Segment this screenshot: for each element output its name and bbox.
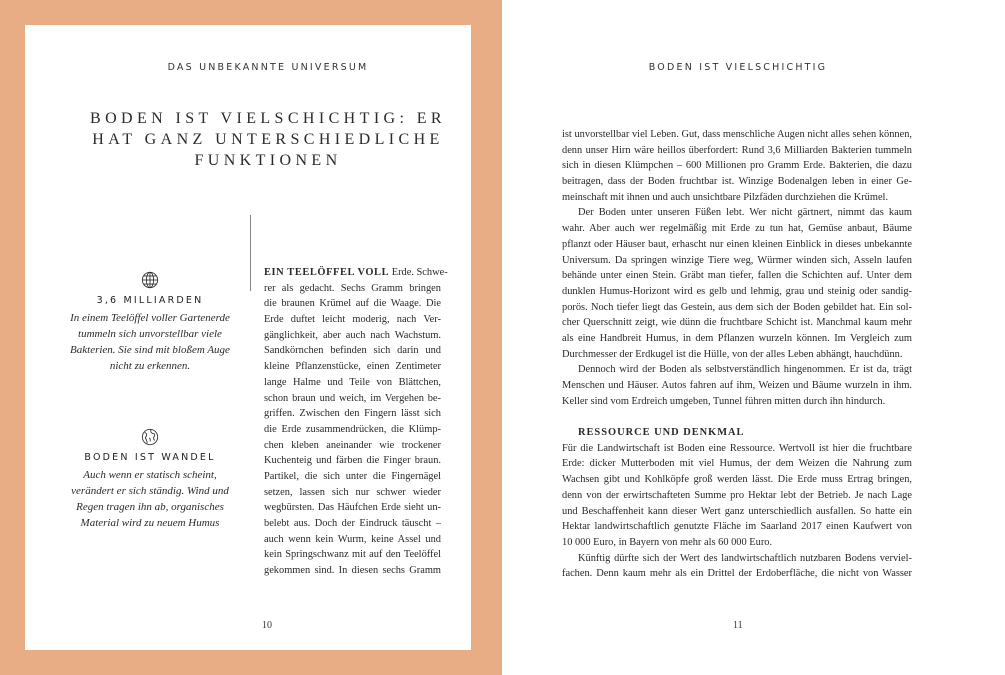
- body-line: ist unvorstellbar viel Leben. Gut, dass menschliche Augen nicht alles sehen können,: [562, 129, 912, 140]
- body-line: meinschaft mit ihnen und auch unsichtbare Pilzfäden durchziehen die Krümel.: [562, 191, 889, 203]
- body-line: porös. Noch tiefer liegt das Gestein, aus dem sich der Boden gebildet hat. Ein sol-: [562, 301, 912, 313]
- body-line: Sandkörnchen befinden sich darin und: [264, 345, 441, 357]
- sidebar-text-line: Regen tragen ihn ab, organisches: [76, 501, 224, 513]
- body-line: cher Querschnitt zeigt, wie dünn die fruchtbare Schicht ist. Manchmal kaum mehr: [562, 317, 912, 329]
- body-line: fachen. Denn kaum mehr als ein Drittel der Erdoberfläche, die nicht von Wasser: [562, 568, 912, 580]
- sidebar-text-line: Material wird zu neuem Humus: [80, 517, 220, 529]
- title-line: HAT GANZ UNTERSCHIEDLICHE: [92, 131, 444, 148]
- body-line: dunklen Humus-Horizont wird es gelb und lehmig, grau und steinig oder sandig-: [562, 285, 912, 297]
- body-line: beitragen, dass der Boden fruchtbar ist. Winzige Bodenalgen leben in einer Ge-: [562, 176, 912, 188]
- sidebar-text-line: tummeln sich unvorstellbar viele: [78, 328, 222, 340]
- sidebar-text-line: Bakterien. Sie sind mit bloßem Auge: [70, 344, 230, 356]
- body-line: denn von der erwirtschafteten Summe pro Hektar lebt der Betrieb. Je nach Lage: [562, 489, 912, 501]
- earth-icon: [141, 428, 159, 446]
- body-line: 10 000 Euro, in Bayern von mehr als 60 000 Euro.: [562, 536, 773, 548]
- body-line: Keller sind vom Erdreich umgeben, Tunnel führen mitten durch ihn hindurch.: [562, 395, 886, 407]
- title-line: FUNKTIONEN: [194, 152, 342, 169]
- body-line: belebt aus. Doch der Eindruck täuscht –: [264, 518, 441, 529]
- body-line: Wachsen gibt und Kohlköpfe groß werden lässt. Die Erde muss Ertrag bringen,: [562, 474, 912, 486]
- body-line: schon braun und weich, im Vergehen be-: [264, 392, 441, 404]
- body-line: rer als gedacht. Sechs Gramm bringen: [264, 282, 441, 294]
- running-head-left: DAS UNBEKANNTE UNIVERSUM: [167, 62, 369, 73]
- body-line: und Beschaffenheit kann dieser Wert ganz unterschiedlich ausfallen. So hatte ein: [562, 505, 912, 517]
- body-line: Künftig dürfte sich der Wert des landwirtschaftlich nutzbaren Bodens verviel-: [578, 552, 912, 564]
- chapter-title: [60, 108, 476, 171]
- body-line: Durchmesser der Erdkugel ist die Hülle, von der alles Leben abhängt, hauchdünn.: [562, 348, 903, 360]
- sidebar-fact-change: [55, 428, 245, 531]
- body-line: Dennoch wird der Boden als selbstverständlich hingenommen. Er ist da, trägt: [578, 364, 912, 376]
- sidebar-text-line: verändert er sich ständig. Wind und: [71, 485, 229, 497]
- body-line: auch wenn kein Wurm, keine Assel und: [264, 533, 441, 545]
- left-body-column: [264, 265, 448, 579]
- body-line: als eine Handbreit Humus, in dem Pflanzen wurzeln können. Im Vergleich zum: [562, 332, 912, 344]
- body-line: griffen. Zwischen den Fingern lässt sich: [264, 408, 441, 420]
- divider-line: [250, 215, 251, 291]
- body-line: wahr. Aber auch wer regelmäßig mit Erde zu tun hat, Gemüse anbaut, Bäume: [562, 223, 912, 235]
- body-line: Kuchenteig und färben die Finger braun.: [264, 455, 441, 467]
- body-line: setzen, lassen sich nur schwer wieder: [264, 486, 441, 498]
- body-line: lange Halme und Teile von Blättchen,: [264, 376, 441, 388]
- sidebar-heading: 3,6 MILLIARDEN: [96, 295, 204, 306]
- spacer: [562, 409, 912, 425]
- body-line: die Erde zusammendrücken, die Klümp-: [264, 423, 441, 435]
- body-line: denn unser Hirn wäre heillos überfordert: Rund 3,6 Milliarden Bakterien tummeln: [562, 144, 912, 156]
- body-line: Menschen und Häuser. Autos fahren auf ihm, Weizen und Bäume wurzeln in ihm.: [562, 380, 912, 391]
- right-body-column: [562, 127, 912, 582]
- section-subheading: RESSOURCE UND DENKMAL: [578, 427, 745, 439]
- title-line: BODEN IST VIELSCHICHTIG: ER: [90, 110, 446, 127]
- sidebar-heading: BODEN IST WANDEL: [84, 452, 216, 463]
- body-line: Hektar landwirtschaftlich genutzte Fläche im Saarland 2017 einen Kaufwert von: [562, 521, 912, 533]
- body-line: Erde: dicker Mutterboden mit viel Humus, der dem Weizen die Nahrung zum: [562, 458, 912, 470]
- body-line: behände unter einen Stein. Gräbt man tiefer, fallen die Schichten auf. Unter dem: [562, 270, 912, 282]
- body-line: sich in diesen Klümpchen – 600 Millionen pro Gramm Erde. Bakterien, die dazu: [562, 160, 912, 172]
- body-line: kleine Pflanzenstücke, einen Zentimeter: [264, 361, 441, 373]
- running-head-right: BODEN IST VIELSCHICHTIG: [648, 62, 828, 73]
- sidebar-fact-bacteria: [55, 271, 245, 374]
- body-line: Erde duftet leicht moderig, nach Ver-: [264, 314, 441, 326]
- lead-in: EIN TEELÖFFEL VOLL: [264, 267, 390, 278]
- sidebar-text-line: nicht zu erkennen.: [109, 360, 191, 372]
- body-line: Universum. Da springen winzige Tiere weg, Würmer winden sich, Asseln laufen: [562, 254, 912, 266]
- body-line: gekommen sind. In diesen sechs Gramm: [264, 565, 441, 577]
- body-line: Für die Landwirtschaft ist Boden eine Ressource. Wertvoll ist hier die fruchtbare: [562, 442, 912, 454]
- body-line: [264, 265, 448, 281]
- globe-grid-icon: [141, 271, 159, 289]
- page-number-left: 10: [262, 620, 272, 631]
- sidebar-text-line: Auch wenn er statisch scheint,: [83, 469, 217, 481]
- body-line: wegbürsten. Das Häufchen Erde sieht un-: [264, 502, 441, 514]
- body-line: gänglichkeit, aber auch nach Wachstum.: [264, 329, 441, 341]
- body-line: Der Boden unter unseren Füßen lebt. Wer nicht gärtnert, nimmt das kaum: [578, 207, 912, 219]
- body-line: die braunen Krümel auf die Waage. Die: [264, 298, 441, 310]
- body-line: chen kleben aneinander wie trockener: [264, 439, 441, 451]
- sidebar-text-line: In einem Teelöffel voller Gartenerde: [70, 312, 230, 324]
- page-number-right: 11: [733, 620, 743, 631]
- body-line: Partikel, die sich unter die Fingernägel: [264, 470, 441, 482]
- body-text: Erde. Schwe-: [389, 267, 448, 278]
- body-line: kein Springschwanz mit auf den Teelöffel: [264, 549, 441, 561]
- body-line: pflanzt oder Häuser baut, erhascht nur einen kleinen Einblick in dieses unbekannte: [562, 238, 912, 250]
